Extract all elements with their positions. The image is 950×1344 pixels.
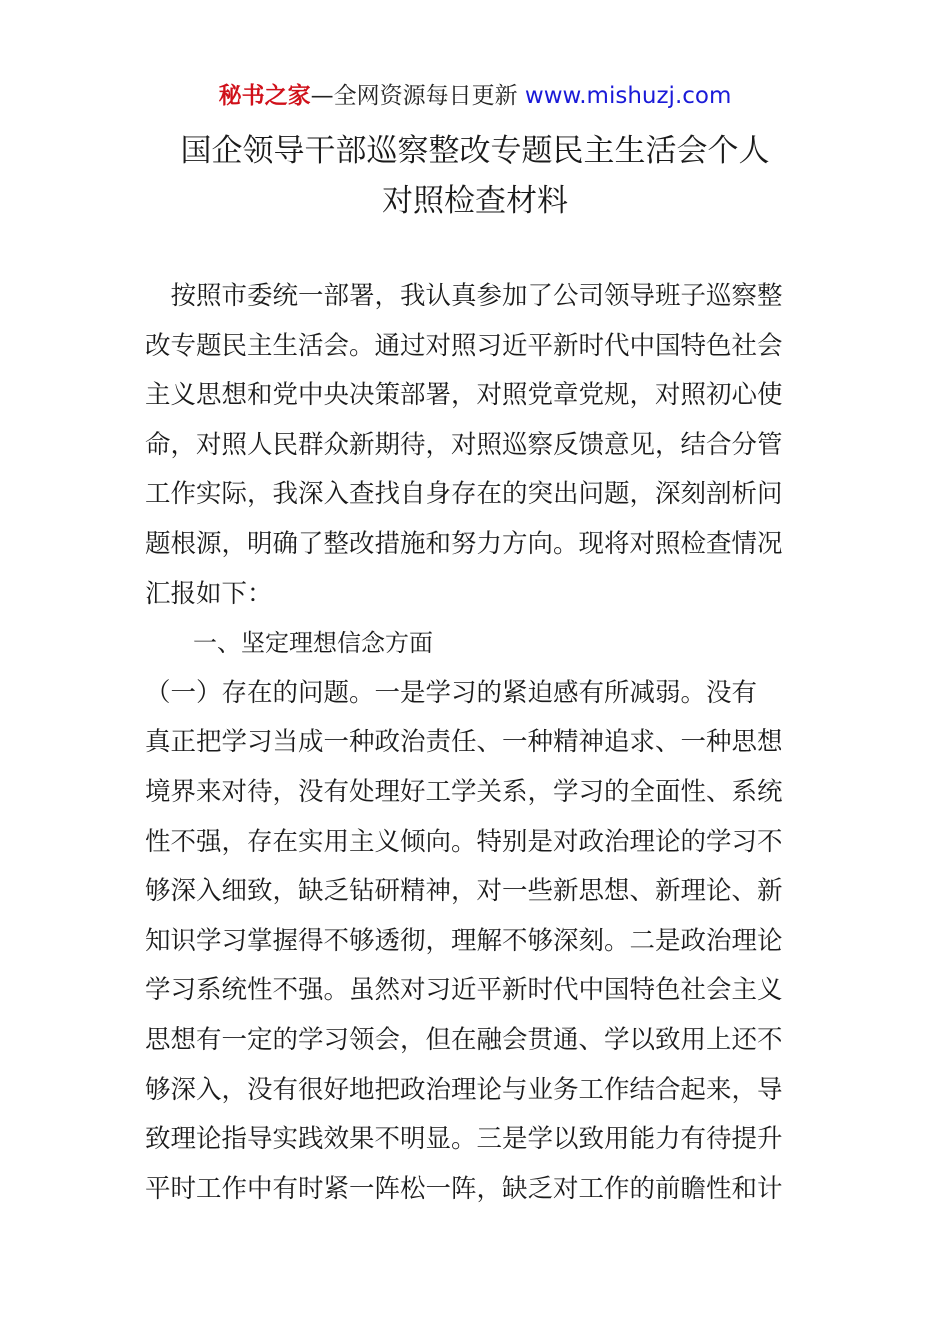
document-title-line-1: 国企领导干部巡察整改专题民主生活会个人 (180, 133, 770, 169)
body-line: 平时工作中有时紧一阵松一阵，缺乏对工作的前瞻性和计 (145, 1173, 783, 1204)
document-title-line-2: 对照检查材料 (382, 183, 568, 219)
body-line: 思想有一定的学习领会，但在融会贯通、学以致用上还不 (145, 1024, 783, 1055)
site-banner (0, 80, 950, 112)
body-line: 主义思想和党中央决策部署，对照党章党规，对照初心使 (145, 380, 783, 411)
body-line: 够深入细致，缺乏钻研精神，对一些新思想、新理论、新 (145, 876, 783, 907)
body-line: 汇报如下： (145, 578, 273, 609)
body-line: 工作实际，我深入查找自身存在的突出问题，深刻剖析问 (145, 479, 783, 510)
body-line: 学习系统性不强。虽然对习近平新时代中国特色社会主义 (145, 975, 783, 1006)
body-line: 改专题民主生活会。通过对照习近平新时代中国特色社会 (145, 330, 783, 361)
body-line: 命，对照人民群众新期待，对照巡察反馈意见，结合分管 (145, 429, 783, 460)
body-line: 知识学习掌握得不够透彻，理解不够深刻。二是政治理论 (145, 925, 783, 956)
site-url-link[interactable]: www.mishuzj.com (524, 83, 732, 109)
site-tagline: —全网资源每日更新 (310, 83, 525, 109)
body-line: 真正把学习当成一种政治责任、一种精神追求、一种思想 (145, 727, 783, 758)
site-brand: 秘书之家 (218, 83, 311, 109)
body-line: 致理论指导实践效果不明显。三是学以致用能力有待提升 (145, 1124, 783, 1155)
body-line: （一）存在的问题。一是学习的紧迫感有所减弱。没有 (145, 677, 758, 708)
body-line: 够深入，没有很好地把政治理论与业务工作结合起来，导 (145, 1074, 783, 1105)
body-line: 境界来对待，没有处理好工学关系，学习的全面性、系统 (145, 776, 783, 807)
section-heading: 一、坚定理想信念方面 (193, 629, 433, 658)
document-body (145, 272, 810, 1214)
body-line: 性不强，存在实用主义倾向。特别是对政治理论的学习不 (145, 826, 783, 857)
document-title (0, 126, 950, 226)
body-line: 按照市委统一部署，我认真参加了公司领导班子巡察整 (145, 281, 783, 311)
body-line: 题根源，明确了整改措施和努力方向。现将对照检查情况 (145, 528, 783, 559)
